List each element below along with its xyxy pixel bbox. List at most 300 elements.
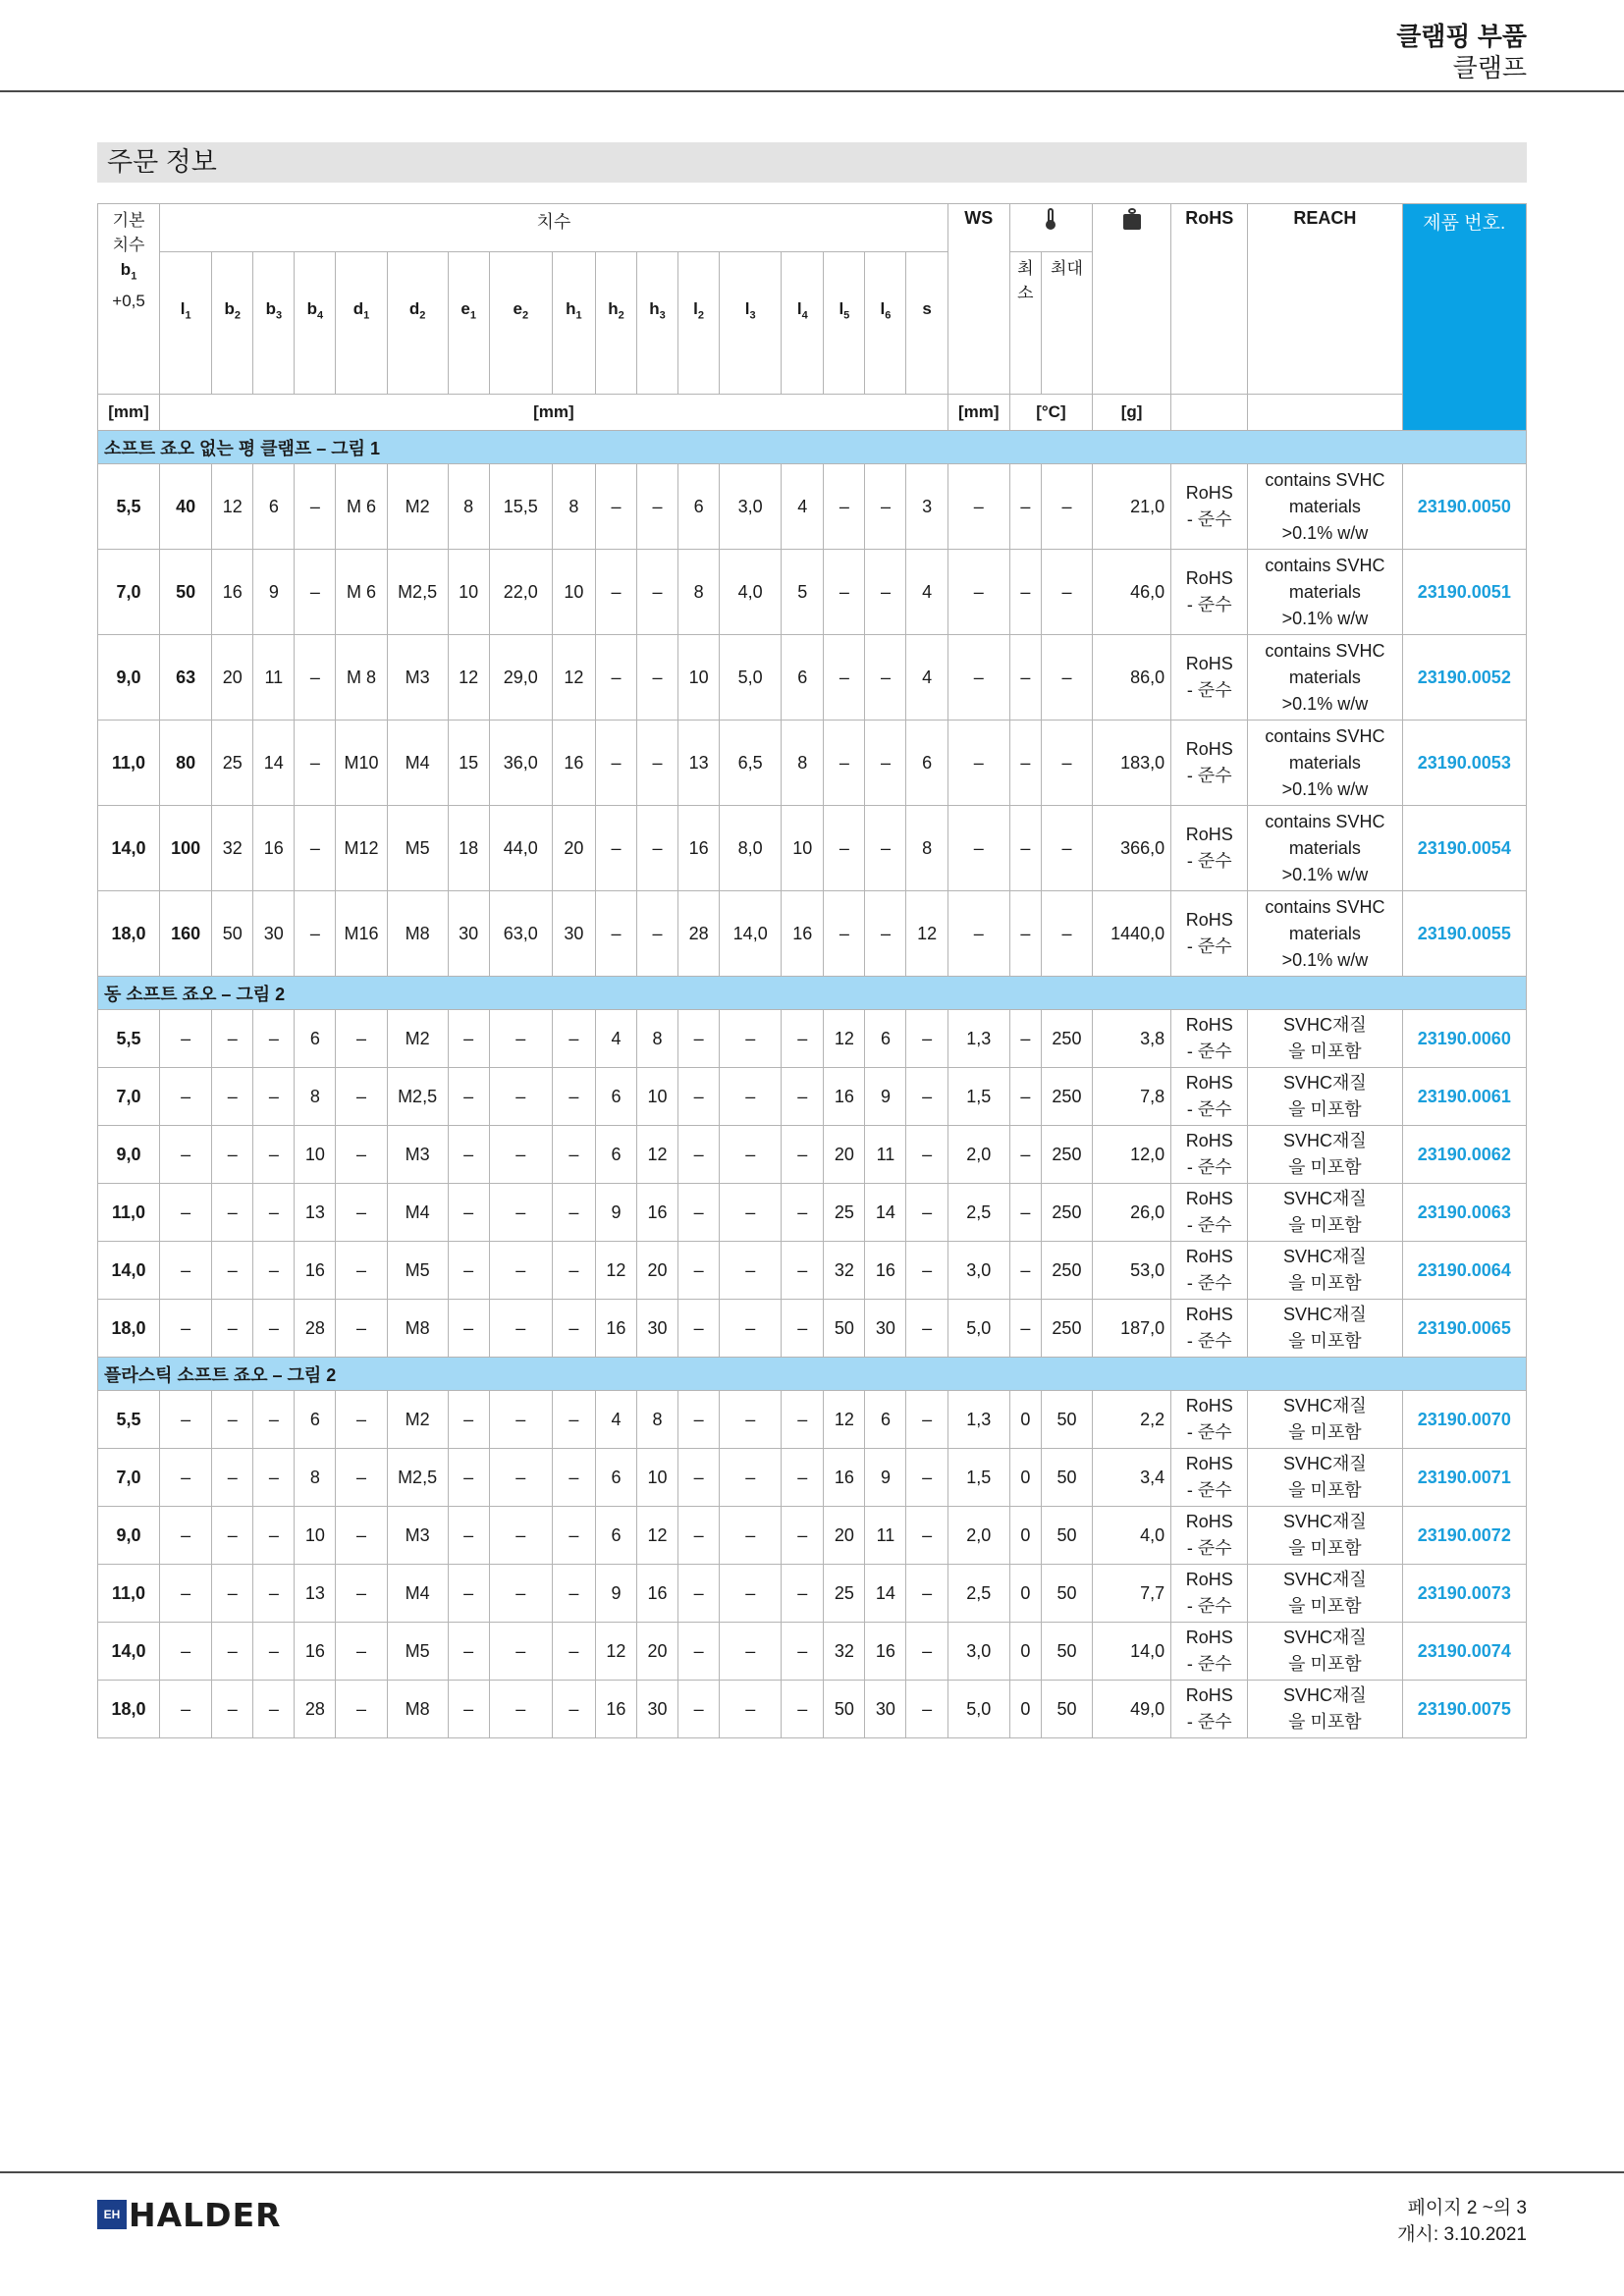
table-row <box>98 891 1527 977</box>
table-cell: 50 <box>1041 1681 1092 1738</box>
table-cell: – <box>448 1391 489 1449</box>
table-cell: 0 <box>1009 1507 1041 1565</box>
table-cell: 0 <box>1009 1391 1041 1449</box>
table-cell: 50 <box>824 1300 865 1358</box>
table-cell: – <box>782 1507 824 1565</box>
table-cell: – <box>947 806 1009 891</box>
table-cell: – <box>448 1300 489 1358</box>
table-cell: 1,3 <box>947 1010 1009 1068</box>
table-cell: – <box>782 1242 824 1300</box>
table-cell: 32 <box>212 806 253 891</box>
table-cell: 8,0 <box>720 806 782 891</box>
table-cell: – <box>1009 806 1041 891</box>
article-number-link[interactable]: 23190.0070 <box>1402 1391 1526 1449</box>
table-cell: 2,5 <box>947 1184 1009 1242</box>
table-cell: 30 <box>552 891 595 977</box>
article-number-link[interactable]: 23190.0072 <box>1402 1507 1526 1565</box>
table-cell: 6 <box>253 464 295 550</box>
table-cell: – <box>448 1184 489 1242</box>
table-cell: – <box>782 1126 824 1184</box>
table-cell: 3,0 <box>720 464 782 550</box>
article-number-link[interactable]: 23190.0064 <box>1402 1242 1526 1300</box>
table-cell: – <box>336 1300 387 1358</box>
table-cell: M2,5 <box>387 550 448 635</box>
table-cell: – <box>552 1391 595 1449</box>
table-cell: – <box>906 1449 947 1507</box>
table-cell: 44,0 <box>489 806 552 891</box>
table-row <box>98 721 1527 806</box>
table-cell: 10 <box>448 550 489 635</box>
table-cell: – <box>906 1184 947 1242</box>
table-cell: 12,0 <box>1093 1126 1171 1184</box>
table-cell: 20 <box>636 1242 677 1300</box>
table-cell: 2,2 <box>1093 1391 1171 1449</box>
col-header: s <box>906 252 947 395</box>
table-cell: – <box>336 1068 387 1126</box>
table-cell: – <box>1041 721 1092 806</box>
table-cell: 5,0 <box>947 1681 1009 1738</box>
table-cell: 8 <box>906 806 947 891</box>
table-cell: – <box>865 464 906 550</box>
table-cell: – <box>253 1300 295 1358</box>
table-cell: – <box>253 1623 295 1681</box>
group-header-row <box>98 431 1527 464</box>
table-cell: 26,0 <box>1093 1184 1171 1242</box>
table-cell: – <box>947 721 1009 806</box>
table-cell: – <box>253 1010 295 1068</box>
footer-divider <box>0 2171 1624 2173</box>
article-number-link[interactable]: 23190.0063 <box>1402 1184 1526 1242</box>
table-cell: – <box>782 1300 824 1358</box>
table-cell: 12 <box>595 1242 636 1300</box>
rohs-cell: RoHS - 준수 <box>1171 635 1248 721</box>
table-cell: 9,0 <box>98 635 160 721</box>
issue-date: 개시: 3.10.2021 <box>1397 2224 1527 2245</box>
rohs-cell: RoHS - 준수 <box>1171 464 1248 550</box>
article-number-link[interactable]: 23190.0051 <box>1402 550 1526 635</box>
table-cell: – <box>865 891 906 977</box>
table-cell: M8 <box>387 1681 448 1738</box>
table-cell: 49,0 <box>1093 1681 1171 1738</box>
unit-base: [mm] <box>98 395 160 431</box>
table-cell: 7,0 <box>98 1449 160 1507</box>
table-cell: – <box>212 1300 253 1358</box>
table-cell: – <box>212 1068 253 1126</box>
table-cell: – <box>782 1068 824 1126</box>
table-cell: – <box>947 464 1009 550</box>
rohs-header: RoHS <box>1171 204 1248 395</box>
reach-cell: contains SVHC materials >0.1% w/w <box>1248 635 1402 721</box>
article-number-link[interactable]: 23190.0050 <box>1402 464 1526 550</box>
table-cell: – <box>212 1623 253 1681</box>
table-cell: 11 <box>865 1126 906 1184</box>
reach-cell: SVHC재질 을 미포함 <box>1248 1507 1402 1565</box>
table-cell: – <box>678 1391 720 1449</box>
table-cell: 9 <box>253 550 295 635</box>
thermometer-icon <box>1046 208 1056 230</box>
table-cell: 8 <box>782 721 824 806</box>
table-cell: 11 <box>865 1507 906 1565</box>
table-cell: 15,5 <box>489 464 552 550</box>
table-cell: – <box>906 1681 947 1738</box>
table-cell: – <box>824 721 865 806</box>
rohs-cell: RoHS - 준수 <box>1171 550 1248 635</box>
table-row <box>98 1507 1527 1565</box>
table-row <box>98 1565 1527 1623</box>
table-cell: 3,0 <box>947 1242 1009 1300</box>
table-cell: – <box>720 1184 782 1242</box>
table-cell: – <box>160 1242 212 1300</box>
table-cell: – <box>448 1681 489 1738</box>
table-cell: 14 <box>865 1565 906 1623</box>
table-cell: – <box>678 1623 720 1681</box>
rohs-cell: RoHS - 준수 <box>1171 806 1248 891</box>
table-cell: 13 <box>295 1184 336 1242</box>
table-cell: – <box>489 1681 552 1738</box>
table-cell: 36,0 <box>489 721 552 806</box>
unit-rohs <box>1171 395 1248 431</box>
table-cell: – <box>906 1391 947 1449</box>
table-cell: – <box>678 1681 720 1738</box>
table-cell: – <box>448 1126 489 1184</box>
table-cell: M2 <box>387 1010 448 1068</box>
table-cell: M2,5 <box>387 1068 448 1126</box>
table-cell: 12 <box>906 891 947 977</box>
table-cell: – <box>336 1449 387 1507</box>
table-cell: 10 <box>295 1507 336 1565</box>
table-cell: M8 <box>387 1300 448 1358</box>
table-cell: 20 <box>552 806 595 891</box>
table-cell: – <box>1009 464 1041 550</box>
table-cell: – <box>1041 891 1092 977</box>
table-cell: 50 <box>160 550 212 635</box>
table-cell: – <box>782 1681 824 1738</box>
table-cell: – <box>720 1449 782 1507</box>
page-info <box>1397 2195 1527 2248</box>
table-cell: 3,8 <box>1093 1010 1171 1068</box>
unit-weight: [g] <box>1093 395 1171 431</box>
article-number-link[interactable]: 23190.0073 <box>1402 1565 1526 1623</box>
table-cell: 28 <box>295 1681 336 1738</box>
unit-ws: [mm] <box>947 395 1009 431</box>
table-cell: – <box>552 1068 595 1126</box>
table-cell: – <box>295 721 336 806</box>
table-row <box>98 1623 1527 1681</box>
table-cell: 3 <box>906 464 947 550</box>
table-cell: 16 <box>295 1242 336 1300</box>
table-cell: 160 <box>160 891 212 977</box>
table-cell: 11,0 <box>98 1184 160 1242</box>
table-cell: 8 <box>678 550 720 635</box>
table-cell: – <box>595 806 636 891</box>
table-cell: 30 <box>636 1300 677 1358</box>
table-cell: M2,5 <box>387 1449 448 1507</box>
reach-cell: SVHC재질 을 미포함 <box>1248 1623 1402 1681</box>
table-cell: – <box>1041 635 1092 721</box>
table-cell: – <box>1009 1242 1041 1300</box>
table-cell: – <box>336 1126 387 1184</box>
reach-cell: SVHC재질 을 미포함 <box>1248 1449 1402 1507</box>
table-cell: 16 <box>212 550 253 635</box>
header-divider <box>0 90 1624 92</box>
table-cell: 11 <box>253 635 295 721</box>
article-number-link[interactable]: 23190.0071 <box>1402 1449 1526 1507</box>
table-cell: 0 <box>1009 1623 1041 1681</box>
table-cell: – <box>782 1565 824 1623</box>
table-cell: – <box>720 1068 782 1126</box>
table-cell: M3 <box>387 1507 448 1565</box>
table-cell: – <box>212 1184 253 1242</box>
rohs-cell: RoHS - 준수 <box>1171 1242 1248 1300</box>
table-cell: 30 <box>865 1681 906 1738</box>
table-cell: 4 <box>782 464 824 550</box>
table-cell: 5 <box>782 550 824 635</box>
table-cell: 8 <box>636 1010 677 1068</box>
table-cell: 14 <box>865 1184 906 1242</box>
article-number-link[interactable]: 23190.0061 <box>1402 1068 1526 1126</box>
base-line1: 기본 <box>112 211 145 230</box>
table-cell: 250 <box>1041 1184 1092 1242</box>
table-cell: – <box>448 1565 489 1623</box>
rohs-cell: RoHS - 준수 <box>1171 1300 1248 1358</box>
table-cell: 25 <box>212 721 253 806</box>
table-cell: – <box>636 721 677 806</box>
table-cell: – <box>160 1010 212 1068</box>
unit-reach <box>1248 395 1402 431</box>
table-cell: – <box>906 1507 947 1565</box>
table-cell: – <box>947 635 1009 721</box>
table-cell: 14,0 <box>98 1242 160 1300</box>
table-cell: – <box>906 1068 947 1126</box>
table-cell: – <box>253 1681 295 1738</box>
table-cell: 9,0 <box>98 1507 160 1565</box>
article-number-link[interactable]: 23190.0075 <box>1402 1681 1526 1738</box>
table-cell: – <box>678 1126 720 1184</box>
table-cell: 50 <box>212 891 253 977</box>
table-cell: – <box>336 1242 387 1300</box>
table-cell: – <box>160 1623 212 1681</box>
reach-cell: SVHC재질 을 미포함 <box>1248 1300 1402 1358</box>
article-number-link[interactable]: 23190.0062 <box>1402 1126 1526 1184</box>
table-cell: 5,5 <box>98 1010 160 1068</box>
reach-cell: contains SVHC materials >0.1% w/w <box>1248 721 1402 806</box>
table-cell: 18 <box>448 806 489 891</box>
table-cell: – <box>947 891 1009 977</box>
table-cell: 1440,0 <box>1093 891 1171 977</box>
table-cell: 6 <box>782 635 824 721</box>
table-cell: – <box>1009 635 1041 721</box>
ws-header: WS <box>947 204 1009 395</box>
table-cell: 12 <box>636 1126 677 1184</box>
table-cell: 366,0 <box>1093 806 1171 891</box>
table-cell: 8 <box>552 464 595 550</box>
table-cell: 9 <box>595 1184 636 1242</box>
table-cell: 2,0 <box>947 1126 1009 1184</box>
table-cell: – <box>720 1391 782 1449</box>
table-cell: – <box>720 1507 782 1565</box>
table-cell: – <box>552 1681 595 1738</box>
table-cell: 15 <box>448 721 489 806</box>
table-cell: – <box>678 1449 720 1507</box>
table-cell: – <box>336 1565 387 1623</box>
col-header: $l_1$ <box>160 252 212 395</box>
table-cell: M 8 <box>336 635 387 721</box>
table-cell: 53,0 <box>1093 1242 1171 1300</box>
table-cell: 50 <box>1041 1507 1092 1565</box>
table-row <box>98 1126 1527 1184</box>
table-row <box>98 1242 1527 1300</box>
table-cell: 14,0 <box>98 1623 160 1681</box>
table-cell: 6 <box>865 1391 906 1449</box>
table-cell: 25 <box>824 1184 865 1242</box>
table-cell: 12 <box>595 1623 636 1681</box>
table-cell: – <box>678 1010 720 1068</box>
table-cell: 250 <box>1041 1242 1092 1300</box>
table-cell: – <box>1009 550 1041 635</box>
table-cell: 28 <box>295 1300 336 1358</box>
table-cell: – <box>160 1126 212 1184</box>
table-cell: 6,5 <box>720 721 782 806</box>
table-cell: 50 <box>1041 1449 1092 1507</box>
table-cell: 5,5 <box>98 464 160 550</box>
table-cell: 7,0 <box>98 1068 160 1126</box>
table-cell: – <box>906 1300 947 1358</box>
table-cell: – <box>160 1681 212 1738</box>
table-cell: – <box>1009 1010 1041 1068</box>
table-cell: 187,0 <box>1093 1300 1171 1358</box>
article-number-link[interactable]: 23190.0065 <box>1402 1300 1526 1358</box>
table-cell: 1,5 <box>947 1068 1009 1126</box>
table-cell: – <box>782 1623 824 1681</box>
col-header: $l_2$ <box>678 252 720 395</box>
weight-header <box>1093 204 1171 395</box>
table-cell: – <box>295 806 336 891</box>
table-cell: – <box>253 1391 295 1449</box>
table-cell: 50 <box>1041 1623 1092 1681</box>
table-cell: 46,0 <box>1093 550 1171 635</box>
article-number-link[interactable]: 23190.0074 <box>1402 1623 1526 1681</box>
rohs-cell: RoHS - 준수 <box>1171 721 1248 806</box>
table-cell: 10 <box>782 806 824 891</box>
table-cell: M2 <box>387 1391 448 1449</box>
table-cell: – <box>865 550 906 635</box>
table-cell: M 6 <box>336 464 387 550</box>
table-cell: 16 <box>595 1681 636 1738</box>
table-cell: 14,0 <box>1093 1623 1171 1681</box>
table-cell: 25 <box>824 1565 865 1623</box>
table-cell: – <box>636 464 677 550</box>
table-cell: 16 <box>636 1184 677 1242</box>
table-cell: 28 <box>678 891 720 977</box>
table-cell: – <box>336 1681 387 1738</box>
table-cell: 21,0 <box>1093 464 1171 550</box>
table-cell: – <box>782 1449 824 1507</box>
table-cell: 13 <box>678 721 720 806</box>
article-number-link[interactable]: 23190.0060 <box>1402 1010 1526 1068</box>
table-cell: – <box>678 1507 720 1565</box>
table-cell: 13 <box>295 1565 336 1623</box>
table-cell: 20 <box>824 1507 865 1565</box>
table-cell: 8 <box>295 1449 336 1507</box>
table-cell: – <box>1009 1184 1041 1242</box>
table-cell: – <box>448 1010 489 1068</box>
table-cell: – <box>295 550 336 635</box>
table-row <box>98 635 1527 721</box>
reach-cell: contains SVHC materials >0.1% w/w <box>1248 550 1402 635</box>
table-cell: – <box>253 1449 295 1507</box>
table-cell: 50 <box>1041 1391 1092 1449</box>
article-number-link[interactable]: 23190.0055 <box>1402 891 1526 977</box>
article-number-link[interactable]: 23190.0052 <box>1402 635 1526 721</box>
table-cell: 3,0 <box>947 1623 1009 1681</box>
article-number-link[interactable]: 23190.0053 <box>1402 721 1526 806</box>
rohs-cell: RoHS - 준수 <box>1171 1565 1248 1623</box>
table-cell: – <box>1041 550 1092 635</box>
reach-cell: SVHC재질 을 미포함 <box>1248 1010 1402 1068</box>
table-cell: – <box>489 1068 552 1126</box>
table-cell: – <box>160 1184 212 1242</box>
col-header: $e_1$ <box>448 252 489 395</box>
table-cell: – <box>212 1449 253 1507</box>
table-cell: 11,0 <box>98 721 160 806</box>
table-cell: – <box>489 1391 552 1449</box>
table-cell: – <box>489 1010 552 1068</box>
table-cell: 20 <box>636 1623 677 1681</box>
table-cell: 30 <box>448 891 489 977</box>
reach-cell: contains SVHC materials >0.1% w/w <box>1248 806 1402 891</box>
table-row <box>98 1681 1527 1738</box>
unit-dimensions: [mm] <box>160 395 948 431</box>
table-cell: – <box>595 464 636 550</box>
table-cell: – <box>552 1623 595 1681</box>
table-cell: 32 <box>824 1623 865 1681</box>
reach-cell: SVHC재질 을 미포함 <box>1248 1565 1402 1623</box>
table-cell: 16 <box>782 891 824 977</box>
table-cell: 80 <box>160 721 212 806</box>
halder-logo <box>97 2195 282 2234</box>
table-cell: – <box>489 1126 552 1184</box>
table-cell: – <box>720 1623 782 1681</box>
table-cell: 16 <box>295 1623 336 1681</box>
col-header: $b_2$ <box>212 252 253 395</box>
table-cell: – <box>720 1126 782 1184</box>
table-cell: – <box>824 891 865 977</box>
table-cell: 5,0 <box>947 1300 1009 1358</box>
table-cell: M8 <box>387 891 448 977</box>
table-cell: 86,0 <box>1093 635 1171 721</box>
table-cell: – <box>906 1010 947 1068</box>
table-cell: – <box>1009 1126 1041 1184</box>
table-cell: – <box>552 1565 595 1623</box>
article-number-link[interactable]: 23190.0054 <box>1402 806 1526 891</box>
rohs-cell: RoHS - 준수 <box>1171 891 1248 977</box>
article-number-header: 제품 번호. <box>1402 204 1526 431</box>
table-cell: 183,0 <box>1093 721 1171 806</box>
table-cell: – <box>1009 891 1041 977</box>
table-cell: M4 <box>387 721 448 806</box>
table-cell: 250 <box>1041 1300 1092 1358</box>
table-cell: – <box>489 1623 552 1681</box>
table-cell: – <box>552 1507 595 1565</box>
table-cell: M10 <box>336 721 387 806</box>
table-cell: 30 <box>865 1300 906 1358</box>
table-cell: – <box>720 1300 782 1358</box>
table-cell: – <box>906 1126 947 1184</box>
table-cell: M3 <box>387 635 448 721</box>
table-cell: – <box>678 1068 720 1126</box>
table-cell: 2,0 <box>947 1507 1009 1565</box>
table-cell: – <box>595 721 636 806</box>
